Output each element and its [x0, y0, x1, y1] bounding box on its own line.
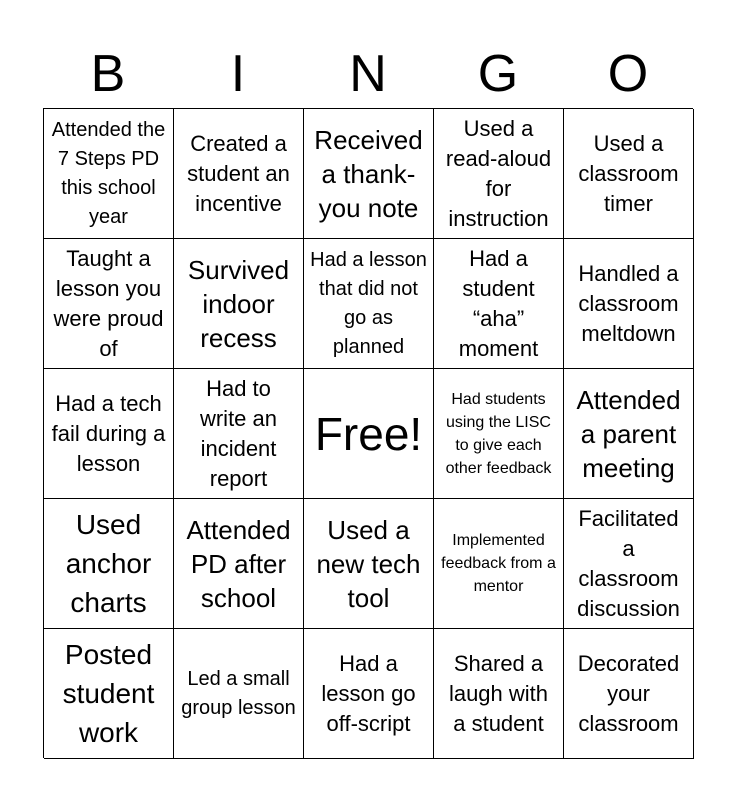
bingo-cell-3-1[interactable] [44, 369, 174, 499]
cell-text: Used a classroom timer [578, 130, 679, 216]
bingo-cell-5-4[interactable] [434, 629, 564, 759]
bingo-grid [43, 108, 693, 758]
cell-text: Had a student “aha” moment [458, 245, 539, 361]
cell-text: Had students using the LISC to give each other feedback [445, 390, 552, 477]
cell-text: Used a new tech tool [316, 514, 421, 613]
cell-text: Had a tech fail during a lesson [51, 390, 166, 476]
cell-text: Taught a lesson you were proud of [53, 245, 164, 361]
cell-text: Had to write an incident report [199, 375, 278, 491]
cell-text: Led a small group lesson [181, 667, 296, 719]
header-letter-g: G [477, 45, 519, 103]
header-letter-o: O [607, 45, 649, 103]
cell-text: Received a thank-you note [314, 124, 423, 223]
cell-text: Used anchor charts [65, 509, 152, 618]
bingo-cell-2-1[interactable] [44, 239, 174, 369]
bingo-cell-1-5[interactable] [564, 109, 694, 239]
bingo-cell-3-2[interactable] [174, 369, 304, 499]
bingo-cell-3-5[interactable] [564, 369, 694, 499]
cell-text: Had a lesson that did not go as planned [310, 248, 427, 358]
cell-text: Decorated your classroom [577, 650, 680, 736]
header-letter-b: B [90, 45, 126, 103]
cell-text: Attended the 7 Steps PD this school year [51, 118, 166, 228]
bingo-cell-3-4[interactable] [434, 369, 564, 499]
bingo-cell-4-5[interactable] [564, 499, 694, 629]
bingo-cell-4-4[interactable] [434, 499, 564, 629]
cell-text: Implemented feedback from a mentor [441, 532, 556, 595]
bingo-cell-5-1[interactable] [44, 629, 174, 759]
cell-text: Created a student an incentive [187, 130, 290, 216]
bingo-cell-1-1[interactable] [44, 109, 174, 239]
cell-text: Survived indoor recess [187, 254, 290, 353]
bingo-cell-5-3[interactable] [304, 629, 434, 759]
cell-text: Shared a laugh with a student [448, 650, 549, 736]
cell-text: Attended PD after school [186, 514, 291, 613]
bingo-cell-4-2[interactable] [174, 499, 304, 629]
cell-text: Handled a classroom meltdown [578, 260, 679, 346]
bingo-cell-4-3[interactable] [304, 499, 434, 629]
bingo-cell-2-4[interactable] [434, 239, 564, 369]
bingo-cell-5-2[interactable] [174, 629, 304, 759]
cell-text: Attended a parent meeting [576, 384, 681, 483]
bingo-cell-2-5[interactable] [564, 239, 694, 369]
cell-text: Facilitated a classroom discussion [577, 505, 680, 621]
bingo-cell-free[interactable] [304, 369, 434, 499]
cell-text: Posted student work [62, 639, 155, 748]
cell-text: Used a read-aloud for instruction [445, 115, 552, 231]
bingo-cell-4-1[interactable] [44, 499, 174, 629]
header-letter-i: I [230, 45, 246, 103]
bingo-header [43, 40, 693, 108]
bingo-cell-1-3[interactable] [304, 109, 434, 239]
cell-text: Had a lesson go off-script [321, 650, 416, 736]
bingo-cell-1-2[interactable] [174, 109, 304, 239]
bingo-cell-2-2[interactable] [174, 239, 304, 369]
bingo-cell-2-3[interactable] [304, 239, 434, 369]
bingo-cell-5-5[interactable] [564, 629, 694, 759]
bingo-cell-1-4[interactable] [434, 109, 564, 239]
free-space-text: Free! [314, 407, 423, 460]
header-letter-n: N [349, 45, 387, 103]
